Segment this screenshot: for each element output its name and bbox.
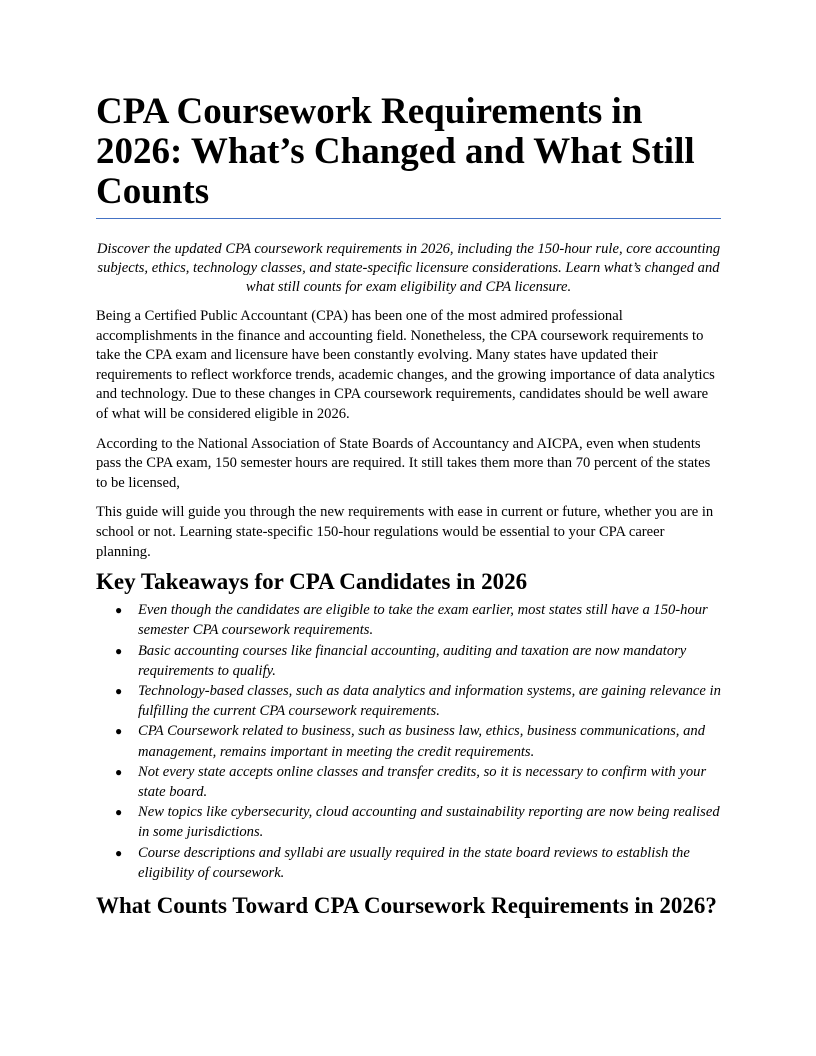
list-item-text: CPA Coursework related to business, such as business law, ethics, business communications, and management, remains important in meeting the credit requirements. bbox=[138, 723, 705, 760]
takeaways-list bbox=[96, 600, 721, 883]
list-item bbox=[115, 641, 721, 681]
bullet-icon: ● bbox=[115, 643, 123, 658]
list-item bbox=[115, 600, 721, 640]
bullet-icon: ● bbox=[115, 724, 123, 739]
bullet-icon: ● bbox=[115, 845, 123, 860]
list-item-text: Technology-based classes, such as data analytics and information systems, are gaining relevance in fulfilling the current CPA coursework requirements. bbox=[138, 682, 721, 720]
body-paragraph-1: Being a Certified Public Accountant (CPA) has been one of the most admired professional accomplishments in the finance and accounting field. Nonetheless, the CPA coursework requirements to take the CPA exam and licensure have been constantly evolving. Many states have updated their requirements to reflect workforce trends, academic changes, and the growing importance of data analytics and technology. Due to these changes in CPA coursework requirements, candidates should be well aware of what will be considered eligible in 2026. bbox=[96, 308, 715, 422]
list-item-text: New topics like cybersecurity, cloud accounting and sustainability reporting are now being realised in some jurisdictions. bbox=[138, 804, 720, 841]
document-page bbox=[96, 92, 721, 920]
list-item bbox=[115, 681, 721, 721]
body-paragraph-3: This guide will guide you through the new requirements with ease in current or future, whether you are in school or not. Learning state-specific 150-hour regulations would be essential to your CPA career planning. bbox=[96, 504, 714, 560]
list-item-text: Even though the candidates are eligible to take the exam earlier, most states still have a 150-hour semester CPA coursework requirements. bbox=[138, 602, 708, 639]
list-item bbox=[115, 843, 721, 883]
list-item-text: Course descriptions and syllabi are usually required in the state board reviews to establish the eligibility of coursework. bbox=[138, 844, 690, 881]
bullet-icon: ● bbox=[115, 764, 123, 779]
bullet-icon: ● bbox=[115, 805, 123, 820]
bullet-icon: ● bbox=[115, 603, 123, 618]
list-item bbox=[115, 762, 721, 802]
section-heading-key-takeaways: Key Takeaways for CPA Candidates in 2026 bbox=[96, 569, 528, 595]
intro-summary: Discover the updated CPA coursework requirements in 2026, including the 150-hour rule, core accounting subjects, ethics, technology classes, and state-specific licensure considerations. Learn what’s changed and what still counts for exam eligibility and CPA licensure. bbox=[96, 241, 721, 295]
list-item bbox=[115, 802, 721, 842]
section-heading-what-counts: What Counts Toward CPA Coursework Requirements in 2026? bbox=[96, 892, 717, 918]
list-item-text: Not every state accepts online classes and transfer credits, so it is necessary to confirm with your state board. bbox=[138, 763, 707, 800]
body-paragraph-2: According to the National Association of State Boards of Accountancy and AICPA, even when students pass the CPA exam, 150 semester hours are required. It still takes them more than 70 percent of the states to be licensed, bbox=[96, 435, 711, 491]
list-item-text: Basic accounting courses like financial accounting, auditing and taxation are now mandatory requirements to qualify. bbox=[138, 642, 687, 679]
bullet-icon: ● bbox=[115, 683, 123, 698]
page-title: CPA Coursework Requirements in 2026: What’s Changed and What Still Counts bbox=[96, 92, 721, 219]
list-item bbox=[115, 721, 721, 761]
